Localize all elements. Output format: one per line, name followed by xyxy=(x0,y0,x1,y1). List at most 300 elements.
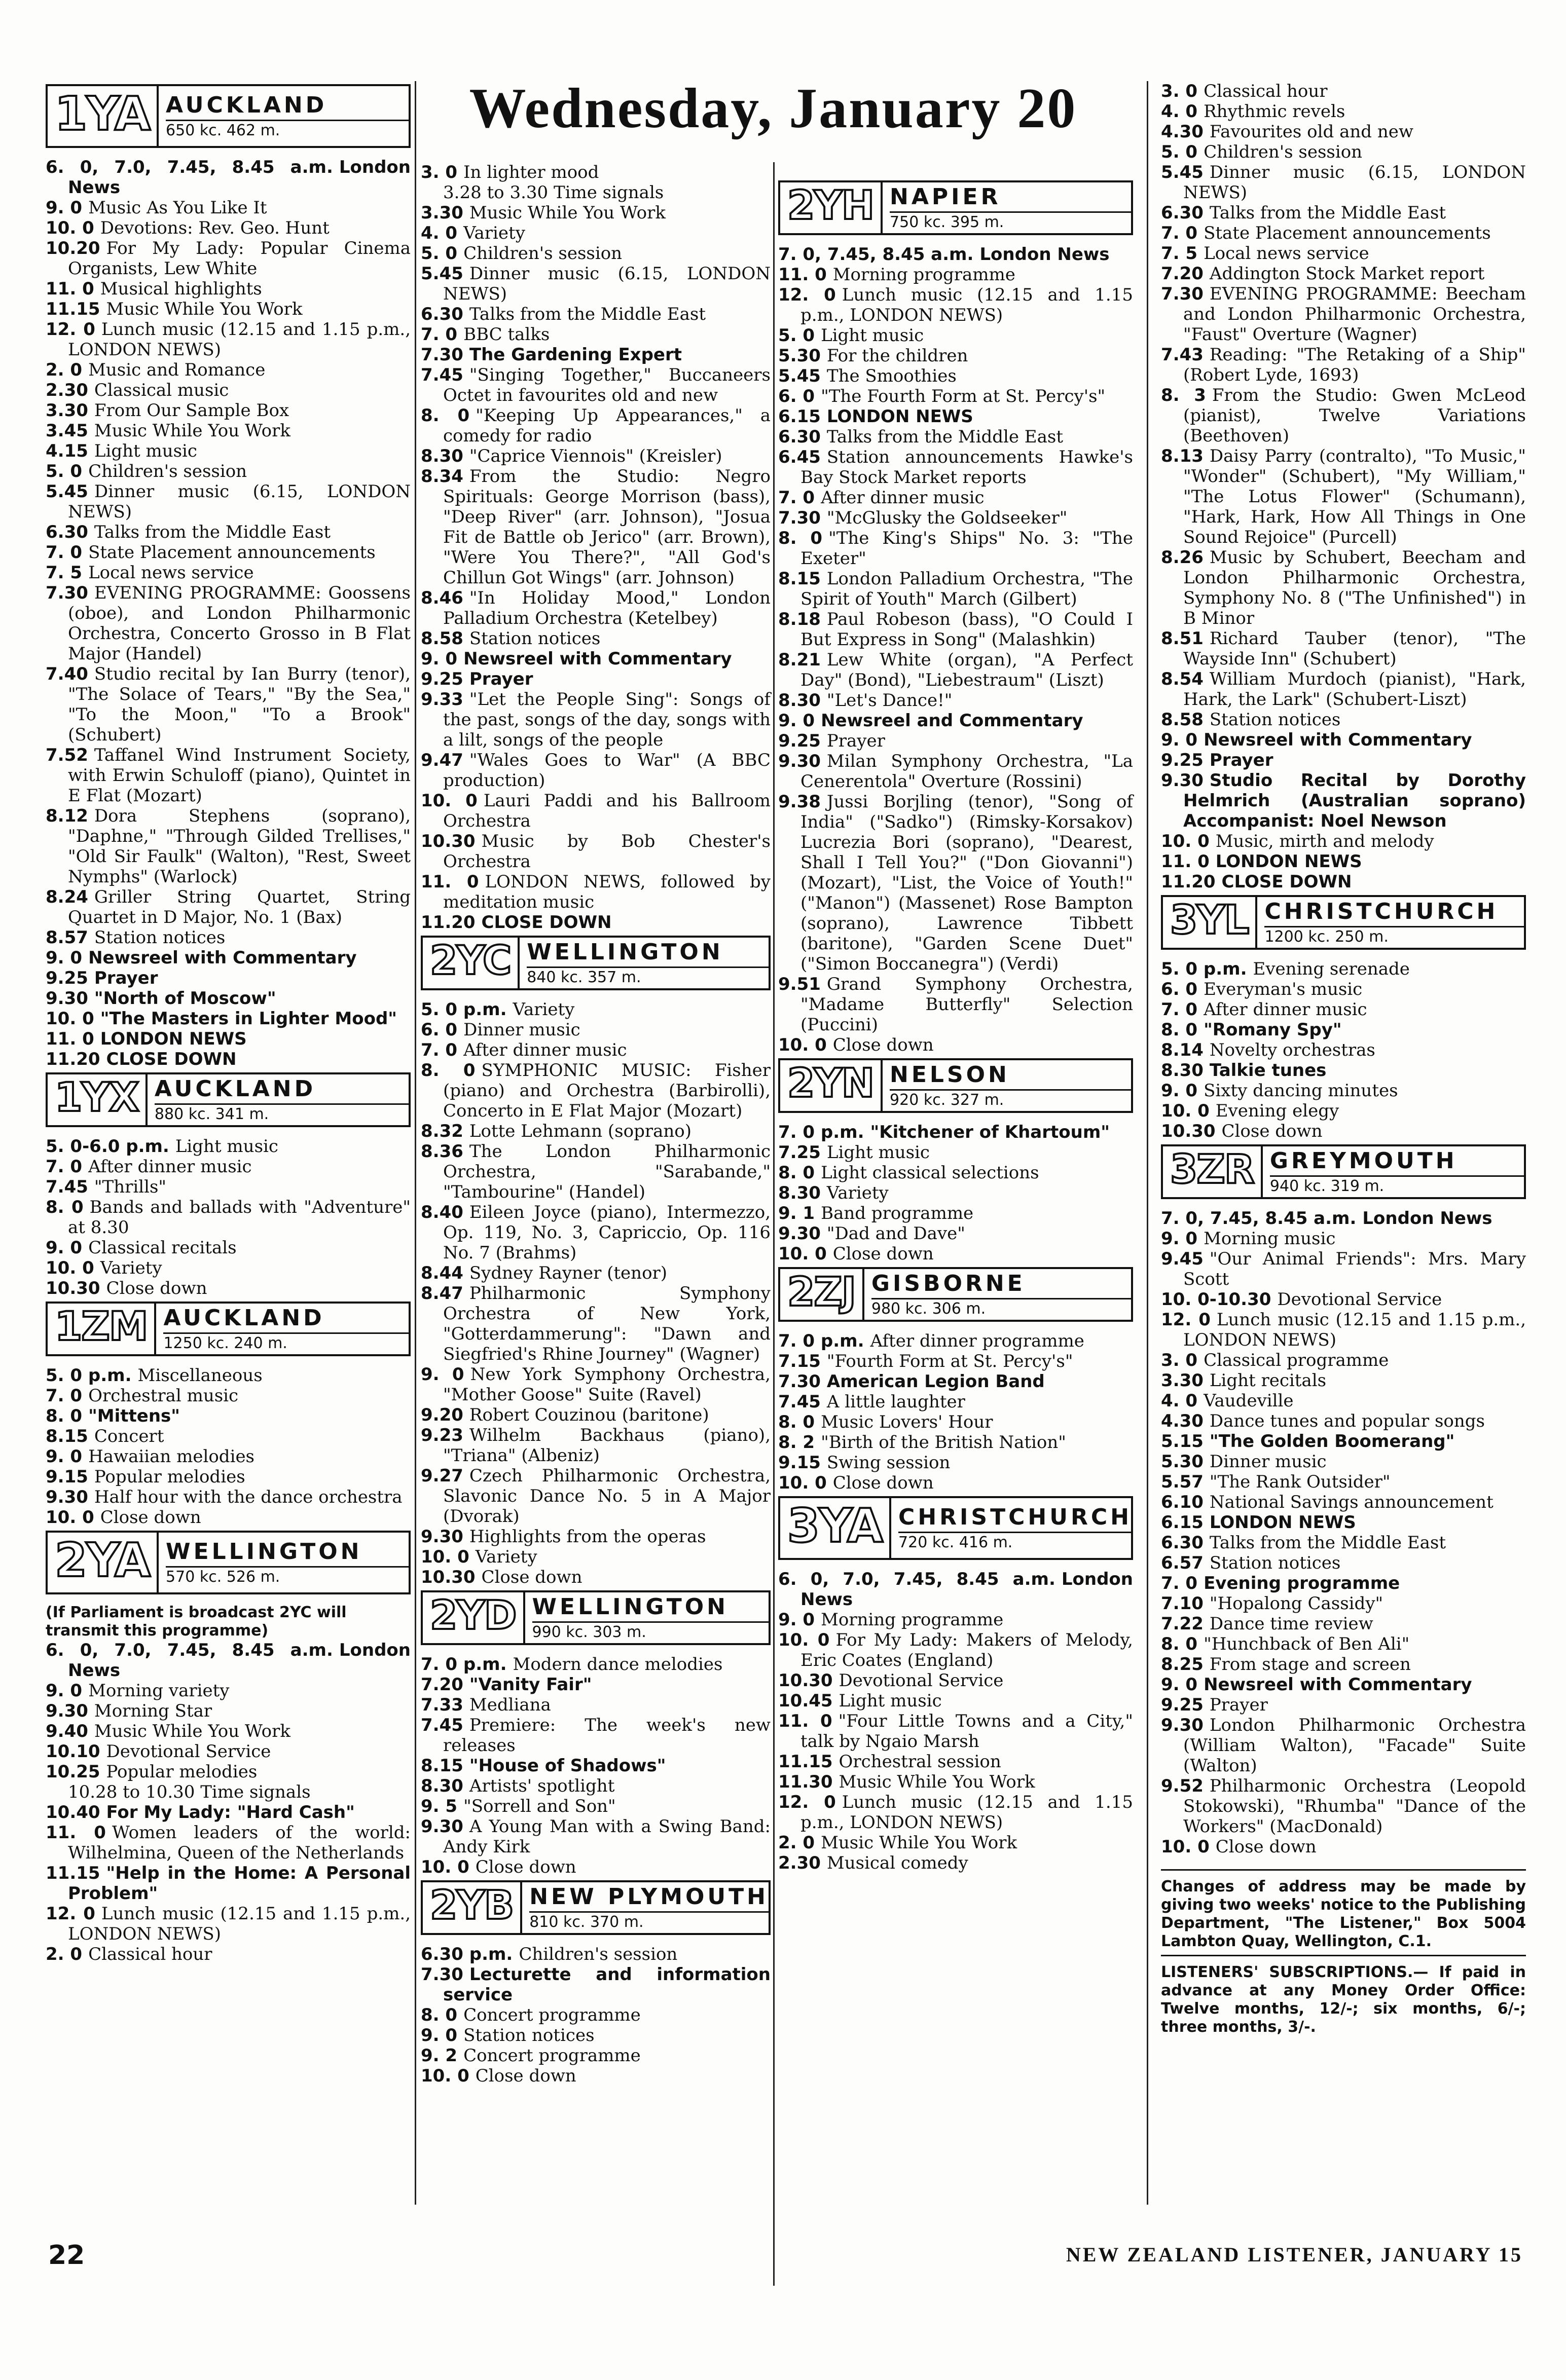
programme-item xyxy=(46,927,411,948)
station-frequency: 650 kc. 462 m. xyxy=(166,120,409,139)
programme-text: Robert Couzinou (baritone) xyxy=(469,1405,709,1425)
programme-time: 5. 0 xyxy=(778,325,815,346)
programme-text: Philharmonic Orchestra (Leopold Stokowski), "Rhumba" "Dance of the Workers" (MacDonald) xyxy=(1183,1776,1526,1837)
programme-text: LONDON NEWS xyxy=(1215,851,1362,872)
programme-time: 8.30 xyxy=(1161,1060,1204,1081)
programme-time: 8.57 xyxy=(46,927,88,948)
page-number: 22 xyxy=(48,2240,85,2271)
programme-item xyxy=(46,1258,411,1278)
programme-time: 3.30 xyxy=(1161,1370,1204,1391)
programme-item xyxy=(1161,730,1526,750)
programme-item xyxy=(421,1796,771,1816)
programme-time: 12. 0 xyxy=(46,319,95,340)
programme-item xyxy=(421,1964,771,2005)
programme-time: 7. 0 xyxy=(46,542,83,563)
station-header xyxy=(46,1301,411,1356)
programme-time: 8.25 xyxy=(1161,1654,1204,1675)
programme-time: 8. 0 xyxy=(778,528,823,548)
programme-text: Talks from the Middle East xyxy=(94,522,331,542)
programme-time: 9. 0 xyxy=(46,1681,83,1701)
programme-text: Station notices xyxy=(1209,1553,1341,1573)
programme-item xyxy=(1161,101,1526,122)
programme-text: Lunch music (12.15 and 1.15 p.m., LONDON NEWS) xyxy=(1183,1310,1526,1350)
programme-time: 7. 5 xyxy=(1161,243,1198,264)
station-callsign: 2YD xyxy=(423,1592,525,1643)
programme-time: 8.54 xyxy=(1161,669,1204,689)
programme-text: After dinner music xyxy=(88,1157,252,1177)
programme-time: 9.30 xyxy=(778,1223,821,1244)
programme-time: 6.30 xyxy=(1161,203,1204,223)
programme-time: 10. 0 xyxy=(46,218,94,238)
programme-text: Music Lovers' Hour xyxy=(821,1412,993,1432)
programme-item xyxy=(421,345,771,365)
programme-time: 7. 0 p.m. xyxy=(778,1122,864,1142)
programme-text: Close down xyxy=(100,1507,201,1528)
programme-time: 7.43 xyxy=(1161,345,1204,365)
programme-text: "Kitchener of Khartoum" xyxy=(870,1122,1110,1142)
programme-text: "Caprice Viennois" (Kreisler) xyxy=(469,446,722,466)
station-city: AUCKLAND xyxy=(166,92,327,118)
programme-item xyxy=(1161,142,1526,162)
programme-text: Classical recitals xyxy=(88,1238,237,1258)
programme-item xyxy=(421,466,771,588)
station-header xyxy=(421,1590,771,1645)
programme-text: Dance time review xyxy=(1209,1614,1373,1634)
programme-time: 8.13 xyxy=(1161,446,1204,466)
programme-text: Miscellaneous xyxy=(137,1365,263,1386)
programme-text: Medliana xyxy=(469,1695,551,1715)
programme-text: Variety xyxy=(826,1183,889,1203)
programme-item xyxy=(1161,1121,1526,1141)
programme-text: Dinner music (6.15, LONDON NEWS) xyxy=(68,481,411,522)
programme-item xyxy=(421,1547,771,1567)
programme-text: London Palladium Orchestra, "The Spirit of Youth" March (Gilbert) xyxy=(800,569,1133,609)
programme-time: 8.30 xyxy=(778,690,821,711)
programme-time: 9. 0 xyxy=(421,649,458,669)
programme-item xyxy=(421,1654,771,1675)
programme-item xyxy=(778,1453,1133,1473)
programme-time: 8. 0 xyxy=(421,2005,458,2025)
programme-time: 7. 0 p.m. xyxy=(421,1654,507,1675)
programme-text: Music While You Work xyxy=(469,203,666,223)
programme-time: 10. 0 xyxy=(1161,1837,1210,1857)
programme-text: Orchestral session xyxy=(839,1752,1001,1772)
station-frequency: 880 kc. 341 m. xyxy=(155,1103,409,1123)
programme-item xyxy=(778,1203,1133,1223)
programme-time: 3.45 xyxy=(46,421,88,441)
station-callsign: 2YA xyxy=(48,1533,159,1592)
programme-item xyxy=(1161,750,1526,770)
programme-text: Modern dance melodies xyxy=(513,1654,723,1675)
programme-item xyxy=(1161,959,1526,979)
station-header xyxy=(778,1496,1133,1560)
programme-time: 9.30 xyxy=(46,1701,88,1721)
programme-item xyxy=(778,1610,1133,1630)
programme-text: Half hour with the dance orchestra xyxy=(94,1487,403,1507)
programme-time: 8.30 xyxy=(778,1183,821,1203)
programme-time: 11. 0 xyxy=(1161,851,1210,872)
programme-time: 10. 0 xyxy=(1161,831,1210,851)
programme-text: Light music xyxy=(94,441,197,461)
programme-item xyxy=(46,887,411,927)
programme-text: "Thrills" xyxy=(94,1177,167,1197)
programme-time: 7.30 xyxy=(778,1371,821,1392)
programme-time: 8.46 xyxy=(421,588,463,608)
programme-item xyxy=(778,1473,1133,1493)
programme-item xyxy=(46,441,411,461)
programme-text: Music While You Work xyxy=(821,1833,1017,1853)
programme-text: "The Rank Outsider" xyxy=(1209,1472,1391,1492)
programme-item xyxy=(778,325,1133,346)
programme-time: 8.15 xyxy=(778,569,821,589)
programme-text: Close down xyxy=(1221,1121,1323,1141)
programme-text: Music, mirth and melody xyxy=(1215,831,1434,851)
station-callsign: 2YH xyxy=(780,182,883,233)
programme-text: Jussi Borjling (tenor), "Song of India" ("Sadko") (Rimsky-Korsakov) Lucrezia Bori (soprano), "Dearest, Shall I Tell You?" ("Don Giovanni") (Mozart), "List, the Voice of Youth!" ("Manon") (Massenet) Rose Bampton (soprano), Lawrence Tibbett (baritone), "Garden Scene Duet" ("Simon Boccanegra") (Verdi) xyxy=(800,792,1133,974)
programme-time: 8. 0 xyxy=(778,1412,815,1432)
programme-time: 5.15 xyxy=(1161,1431,1204,1452)
programme-time: 10. 0 xyxy=(778,1244,827,1264)
programme-text: Devotional Service xyxy=(106,1741,271,1762)
programme-text: Newsreel with Commentary xyxy=(1204,1675,1472,1695)
programme-text: Close down xyxy=(106,1278,207,1298)
programme-text: Talks from the Middle East xyxy=(1209,1533,1446,1553)
programme-time: 8.58 xyxy=(1161,710,1204,730)
programme-item xyxy=(778,1752,1133,1772)
programme-item xyxy=(421,1527,771,1547)
programme-time: 6.57 xyxy=(1161,1553,1204,1573)
programme-text: Newsreel with Commentary xyxy=(88,948,357,968)
programme-time: 10. 0 xyxy=(421,1547,469,1567)
programme-item xyxy=(46,1823,411,1863)
programme-text: Classical hour xyxy=(88,1944,212,1964)
programme-text: Children's session xyxy=(88,461,247,481)
programme-text: Studio Recital by Dorothy Helmrich (Australian soprano) Accompanist: Noel Newson xyxy=(1183,770,1526,831)
programme-time: 9. 0 xyxy=(1161,1675,1198,1695)
programme-time: 8.40 xyxy=(421,1202,463,1222)
programme-time: 8. 0 xyxy=(1161,1634,1198,1654)
station-info xyxy=(883,1060,1131,1111)
programme-time: 8. 0 xyxy=(46,1197,84,1217)
programme-time: 8. 2 xyxy=(778,1432,815,1453)
programme-item xyxy=(421,999,771,1020)
programme-item xyxy=(1161,1391,1526,1411)
station-info xyxy=(159,1533,409,1592)
programme-time: 12. 0 xyxy=(778,1792,836,1812)
programme-time: 9. 0 xyxy=(1161,1229,1198,1249)
programme-text: Highlights from the operas xyxy=(469,1527,706,1547)
programme-time: 10.25 xyxy=(46,1762,100,1782)
programme-item xyxy=(1161,999,1526,1020)
station-callsign: 2ZJ xyxy=(780,1269,864,1320)
programme-time: 7. 0, 7.45, 8.45 a.m. xyxy=(778,244,974,265)
programme-text: A Young Man with a Swing Band: Andy Kirk xyxy=(443,1816,771,1857)
programme-item xyxy=(778,1833,1133,1853)
programme-time: 9.15 xyxy=(46,1467,88,1487)
programme-text: Swing session xyxy=(826,1453,951,1473)
programme-time: 4. 0 xyxy=(1161,101,1198,122)
station-city: AUCKLAND xyxy=(154,1075,316,1102)
programme-item xyxy=(778,366,1133,386)
programme-text: Dance tunes and popular songs xyxy=(1209,1411,1485,1431)
programme-item xyxy=(421,1944,771,1964)
programme-text: From stage and screen xyxy=(1209,1654,1411,1675)
programme-item xyxy=(46,563,411,583)
programme-text: Close down xyxy=(475,1857,576,1877)
programme-text: CLOSE DOWN xyxy=(1221,872,1352,892)
programme-item xyxy=(778,1432,1133,1453)
programme-item xyxy=(421,304,771,324)
programme-item xyxy=(421,1816,771,1857)
programme-text: EVENING PROGRAMME: Beecham and London Philharmonic Orchestra, "Faust" Overture (Wagner) xyxy=(1183,284,1526,345)
programme-item xyxy=(1161,81,1526,101)
programme-item xyxy=(1161,284,1526,345)
programme-text: Bands and ballads with "Adventure" at 8.30 xyxy=(68,1197,411,1238)
programme-item xyxy=(46,1197,411,1238)
programme-text: From the Studio: Negro Spirituals: George Morrison (bass), "Deep River" (arr. Johnson), "Josua Fit de Battle ob Jerico" (arr. Brown), "Were You There?", "All God's Chillun Got Wings" (arr. Johnson) xyxy=(443,466,771,588)
programme-text: From Our Sample Box xyxy=(94,400,289,421)
programme-text: State Placement announcements xyxy=(1204,223,1491,243)
programme-item xyxy=(46,1049,411,1069)
programme-time: 11. 0 xyxy=(778,1711,832,1731)
programme-text: Concert programme xyxy=(463,2046,641,2066)
programme-time: 9.25 xyxy=(1161,750,1204,770)
programme-item xyxy=(46,157,411,198)
programme-item xyxy=(1161,203,1526,223)
programme-text: Artists' spotlight xyxy=(469,1776,615,1796)
programme-text: "Vanity Fair" xyxy=(469,1675,592,1695)
column-3 xyxy=(778,177,1133,1873)
programme-item xyxy=(778,1569,1133,1610)
programme-item xyxy=(1161,1081,1526,1101)
subscription-notice: LISTENERS' SUBSCRIPTIONS.— If paid in advance at any Money Order Office: Twelve months, 12/-; six months, 6/-; three months, 3/-. xyxy=(1161,1955,1526,2036)
programme-text: Variety xyxy=(100,1258,162,1278)
programme-time: 7.30 xyxy=(421,1964,463,1985)
programme-item xyxy=(421,203,771,223)
programme-item xyxy=(421,1425,771,1466)
programme-time: 4.30 xyxy=(1161,1411,1204,1431)
programme-item xyxy=(1161,1715,1526,1776)
programme-item xyxy=(421,628,771,649)
programme-text: "Let the People Sing": Songs of the past, songs of the day, songs with a lilt, songs of the people xyxy=(443,689,771,750)
programme-time: 5.45 xyxy=(46,481,88,502)
programme-time: 10.20 xyxy=(46,238,100,258)
programme-time: 5.45 xyxy=(778,366,821,386)
programme-text: Eileen Joyce (piano), Intermezzo, Op. 119, No. 3, Capriccio, Op. 116 No. 7 (Brahms) xyxy=(443,1202,771,1263)
programme-item xyxy=(46,1681,411,1701)
programme-time: 11. 0 xyxy=(46,279,94,299)
programme-item xyxy=(46,1386,411,1406)
programme-time: 5. 0 xyxy=(1161,142,1198,162)
programme-text: Variety xyxy=(513,999,575,1020)
programme-time: 9. 0 xyxy=(46,948,83,968)
station-header xyxy=(1161,1144,1526,1199)
programme-text: Local news service xyxy=(1204,243,1369,264)
programme-text: Czech Philharmonic Orchestra, Slavonic Dance No. 5 in A Major (Dvorak) xyxy=(443,1466,771,1527)
programme-text: LONDON NEWS, followed by meditation music xyxy=(443,872,771,912)
programme-item xyxy=(46,806,411,887)
programme-time: 9.30 xyxy=(46,1487,88,1507)
programme-text: Orchestral music xyxy=(88,1386,239,1406)
station-frequency: 810 kc. 370 m. xyxy=(529,1911,769,1931)
programme-item xyxy=(1161,710,1526,730)
programme-time: 8.15 xyxy=(46,1426,88,1446)
programme-text: For the children xyxy=(826,346,968,366)
programme-text: Prayer xyxy=(1209,750,1273,770)
programme-time: 8.34 xyxy=(421,466,463,487)
station-info xyxy=(159,86,409,146)
programme-item xyxy=(46,1009,411,1029)
programme-text: Close down xyxy=(1215,1837,1317,1857)
programme-text: Prayer xyxy=(94,968,158,988)
programme-time: 5.30 xyxy=(1161,1452,1204,1472)
programme-time: 4.15 xyxy=(46,441,88,461)
programme-text: "Mittens" xyxy=(88,1406,180,1426)
station-callsign: 2YC xyxy=(423,938,520,988)
programme-item xyxy=(421,791,771,831)
programme-text: National Savings announcement xyxy=(1209,1492,1494,1512)
station-header xyxy=(778,180,1133,235)
programme-time: 9.25 xyxy=(778,731,821,751)
programme-time: 5.45 xyxy=(421,264,463,284)
programme-text: Evening programme xyxy=(1204,1573,1400,1593)
programme-item xyxy=(421,1405,771,1425)
programme-time: 9.33 xyxy=(421,689,463,710)
programme-text: Children's session xyxy=(1204,142,1363,162)
programme-time: 8.58 xyxy=(421,628,463,649)
programme-text: Light recitals xyxy=(1209,1370,1327,1391)
programme-text: Classical programme xyxy=(1204,1350,1389,1370)
programme-text: Close down xyxy=(481,1567,582,1587)
programme-item xyxy=(46,1640,411,1681)
station-frequency: 990 kc. 303 m. xyxy=(532,1621,769,1641)
programme-time: 5. 0 xyxy=(46,461,83,481)
change-of-address-notice: Changes of address may be made by giving two weeks' notice to the Publishing Department, "The Listener," Box 5004 Lambton Quay, Wellington, C.1. xyxy=(1161,1869,1526,1951)
station-info xyxy=(891,1498,1132,1558)
station-callsign: 3ZR xyxy=(1163,1146,1263,1197)
programme-time: 9. 2 xyxy=(421,2046,458,2066)
programme-time: 8.30 xyxy=(421,1776,463,1796)
station-frequency: 750 kc. 395 m. xyxy=(890,211,1131,231)
programme-item xyxy=(46,400,411,421)
programme-text: "The Golden Boomerang" xyxy=(1209,1431,1455,1452)
programme-time: 8.44 xyxy=(421,1263,463,1283)
programme-item xyxy=(778,1691,1133,1711)
programme-item xyxy=(1161,1101,1526,1121)
programme-text: BBC talks xyxy=(463,324,550,345)
programme-time: 10.30 xyxy=(1161,1121,1216,1141)
programme-item xyxy=(46,279,411,299)
station-header xyxy=(1161,895,1526,950)
station-city: NELSON xyxy=(890,1061,1010,1088)
programme-text: Newsreel with Commentary xyxy=(1204,730,1472,750)
programme-item xyxy=(46,218,411,238)
station-header xyxy=(421,1880,771,1935)
programme-text: After dinner music xyxy=(1204,999,1367,1020)
programme-text: "North of Moscow" xyxy=(94,988,276,1009)
programme-text: Women leaders of the world: Wilhelmina, Queen of the Netherlands xyxy=(68,1823,411,1863)
programme-item xyxy=(778,751,1133,792)
programme-item xyxy=(1161,628,1526,669)
programme-text: Dora Stephens (soprano), "Daphne," "Through Gilded Trellises," "Old Sir Faulk" (Walton), "Rest, Sweet Nymphs" (Warlock) xyxy=(68,806,411,887)
station-city: WELLINGTON xyxy=(166,1538,362,1565)
programme-text: For My Lady: "Hard Cash" xyxy=(106,1802,355,1823)
programme-item xyxy=(1161,1472,1526,1492)
programme-time: 9.25 xyxy=(46,968,88,988)
programme-item xyxy=(46,1278,411,1298)
programme-item xyxy=(421,1567,771,1587)
programme-text: American Legion Band xyxy=(826,1371,1045,1392)
programme-item xyxy=(421,2046,771,2066)
station-callsign: 1YX xyxy=(48,1074,148,1125)
programme-text: Prayer xyxy=(469,669,533,689)
station-city: AUCKLAND xyxy=(163,1305,325,1331)
programme-item xyxy=(46,360,411,380)
programme-text: Reading: "The Retaking of a Ship" (Robert Lyde, 1693) xyxy=(1183,345,1526,385)
programme-item xyxy=(421,669,771,689)
programme-time: 5.45 xyxy=(1161,162,1204,182)
programme-item xyxy=(46,948,411,968)
programme-text: Light music xyxy=(821,325,924,346)
programme-time: 8.21 xyxy=(778,650,821,670)
station-info xyxy=(864,1269,1131,1320)
station-city: CHRISTCHURCH xyxy=(898,1504,1132,1530)
programme-item xyxy=(778,569,1133,609)
programme-text: "House of Shadows" xyxy=(469,1756,666,1776)
programme-text: "The King's Ships" No. 3: "The Exeter" xyxy=(800,528,1133,569)
programme-text: Dinner music xyxy=(463,1020,580,1040)
programme-time: 7.20 xyxy=(1161,264,1204,284)
programme-time: 7.30 xyxy=(778,508,821,528)
programme-item xyxy=(1161,1431,1526,1452)
programme-time: 6.15 xyxy=(778,406,821,427)
programme-time: 11.15 xyxy=(46,1863,100,1883)
programme-item xyxy=(46,542,411,563)
programme-time: 7.25 xyxy=(778,1142,821,1163)
programme-text: Dinner music xyxy=(1209,1452,1327,1472)
station-callsign: 2YN xyxy=(780,1060,883,1111)
station-callsign: 1ZM xyxy=(48,1304,156,1354)
programme-item xyxy=(421,1756,771,1776)
programme-text: Lauri Paddi and his Ballroom Orchestra xyxy=(443,791,771,831)
programme-time: 6. 0, 7.0, 7.45, 8.45 a.m. xyxy=(778,1569,1055,1589)
programme-time: 8. 0 xyxy=(421,405,470,426)
programme-item xyxy=(778,1412,1133,1432)
programme-item xyxy=(778,1630,1133,1670)
programme-item xyxy=(778,427,1133,447)
programme-time: 10.40 xyxy=(46,1802,100,1823)
station-header xyxy=(421,936,771,990)
programme-text: Lew White (organ), "A Perfect Day" (Bond), "Liebestraum" (Liszt) xyxy=(800,650,1133,690)
programme-item xyxy=(1161,385,1526,446)
programme-time: 9.25 xyxy=(1161,1695,1204,1715)
programme-item xyxy=(1161,446,1526,547)
programme-item xyxy=(778,1772,1133,1792)
programme-time: 7. 0 xyxy=(46,1386,83,1406)
programme-time: 9. 1 xyxy=(778,1203,815,1223)
programme-time: 2. 0 xyxy=(778,1833,815,1853)
programme-item xyxy=(778,1142,1133,1163)
programme-item xyxy=(46,1944,411,1964)
programme-time: 9. 0 xyxy=(778,1610,815,1630)
programme-item xyxy=(421,1364,771,1405)
programme-item xyxy=(1161,223,1526,243)
programme-time: 10. 0 xyxy=(1161,1101,1210,1121)
programme-item xyxy=(46,1136,411,1157)
programme-text: London News xyxy=(800,1569,1133,1610)
programme-item xyxy=(46,745,411,806)
programme-text: Music While You Work xyxy=(106,299,303,319)
